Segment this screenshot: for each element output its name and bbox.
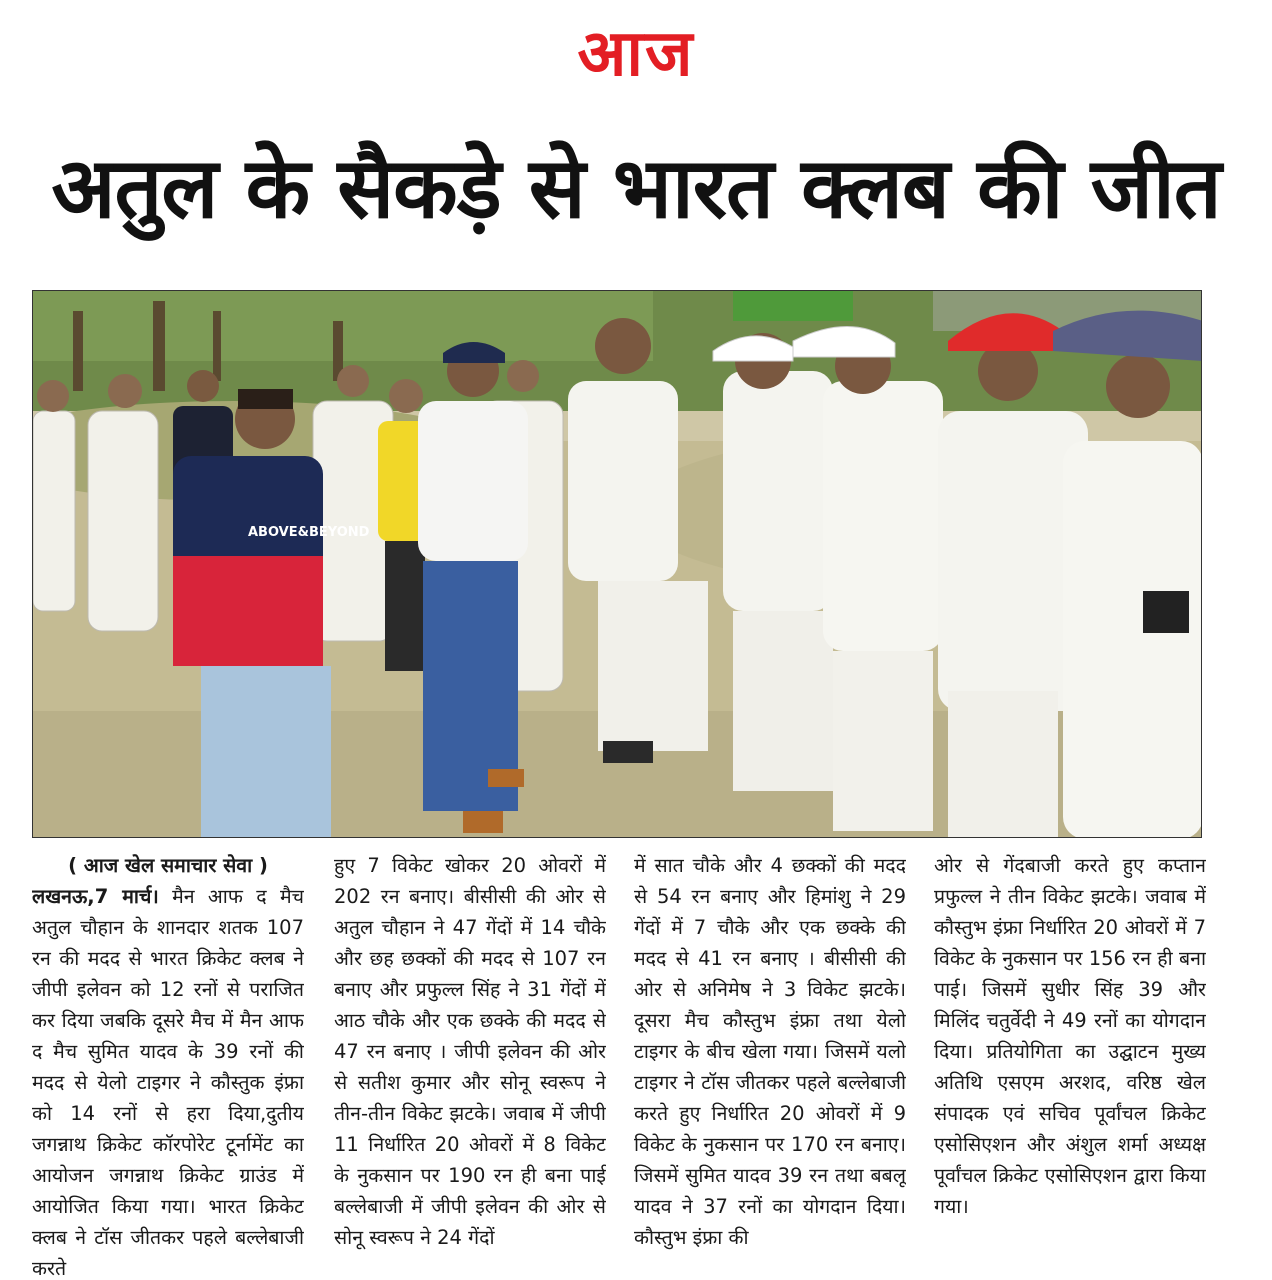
cricket-team-handshake-photo — [32, 290, 1202, 838]
article-body — [32, 850, 1208, 1280]
article-headline: अतुल के सैकड़े से भारत क्लब की जीत — [51, 139, 1221, 237]
article-column-3-text: में सात चौके और 4 छक्कों की मदद से 54 रन बनाए और हिमांशु ने 29 गेंदों में 7 चौके और एक छक्के की मदद से 41 रन बनाए । बीसीसी की ओर से अनिमेष ने 3 विकेट झटके। दूसरा मैच कौस्तुभ इंफ्रा तथा येलो टाइगर के बीच खेला गया। जिसमें यलो टाइगर ने टॉस जीतकर पहले बल्लेबाजी करते हुए निर्धारित 20 ओवरों में 9 विकेट के नुकसान पर 170 रन बनाए। जिसमें सुमित यादव 39 रन तथा बबलू यादव ने 37 रनों का योगदान दिया। कौस्तुभ इंफ्रा की — [634, 854, 906, 1249]
article-column-2 — [334, 850, 606, 1280]
article-column-1-text: मैन आफ द मैच अतुल चौहान के शानदार शतक 107 रन की मदद से भारत क्रिकेट क्लब ने जीपी इलेवन को 12 रनों से पराजित कर दिया जबकि दूसरे मैच में मैन आफ द मैच सुमित यादव के 39 रनों की मदद से येलो टाइगर ने कौस्तुक इंफ्रा को 14 रनों से हरा दिया,दुतीय जगन्नाथ क्रिकेट कॉरपोरेट टूर्नामेंट का आयोजन जगन्नाथ क्रिकेट ग्राउंड में आयोजित किया गया। भारत क्रिकेट क्लब ने टॉस जीतकर पहले बल्लेबाजी करते — [32, 885, 304, 1280]
article-paragraph — [32, 881, 304, 1280]
newspaper-masthead — [0, 14, 1272, 94]
masthead-title: आज — [577, 17, 695, 91]
svg-text:ABOVE&BEYOND: ABOVE&BEYOND — [248, 525, 370, 540]
article-column-2-text: हुए 7 विकेट खोकर 20 ओवरों में 202 रन बनाए। बीसीसी की ओर से अतुल चौहान ने 47 गेंदों में 14 चौके और छह छक्कों की मदद से 107 रन बनाए और प्रफुल्ल सिंह ने 31 गेंदों में आठ चौके और एक छक्के की मदद से 47 रन बनाए । जीपी इलेवन की ओर से सतीश कुमार और सोनू स्वरूप ने तीन-तीन विकेट झटके। जवाब में जीपी 11 निर्धारित 20 ओवरों में 8 विकेट के नुकसान पर 190 रन ही बना पाई बल्लेबाजी में जीपी इलेवन की ओर से सोनू स्वरूप ने 24 गेंदों — [334, 854, 606, 1249]
article-credit: ( आज खेल समाचार सेवा ) — [68, 854, 268, 877]
article-dateline: लखनऊ,7 मार्च। — [32, 885, 159, 908]
article-column-1 — [32, 850, 304, 1280]
article-column-4 — [934, 850, 1206, 1280]
article-column-3 — [634, 850, 906, 1280]
article-column-4-text: ओर से गेंदबाजी करते हुए कप्तान प्रफुल्ल ने तीन विकेट झटके। जवाब में कौस्तुभ इंफ्रा निर्धारित 20 ओवरों में 7 विकेट के नुकसान पर 156 रन ही बना पाई। जिसमें सुधीर सिंह 39 और मिलिंद चतुर्वेदी ने 49 रनों का योगदान दिया। प्रतियोगिता का उद्घाटन मुख्य अतिथि एसएम अरशद, वरिष्ठ खेल संपादक एवं सचिव पूर्वांचल क्रिकेट एसोसिएशन और अंशुल शर्मा अध्यक्ष पूर्वांचल क्रिकेट एसोसिएशन द्वारा किया गया। — [934, 854, 1206, 1218]
